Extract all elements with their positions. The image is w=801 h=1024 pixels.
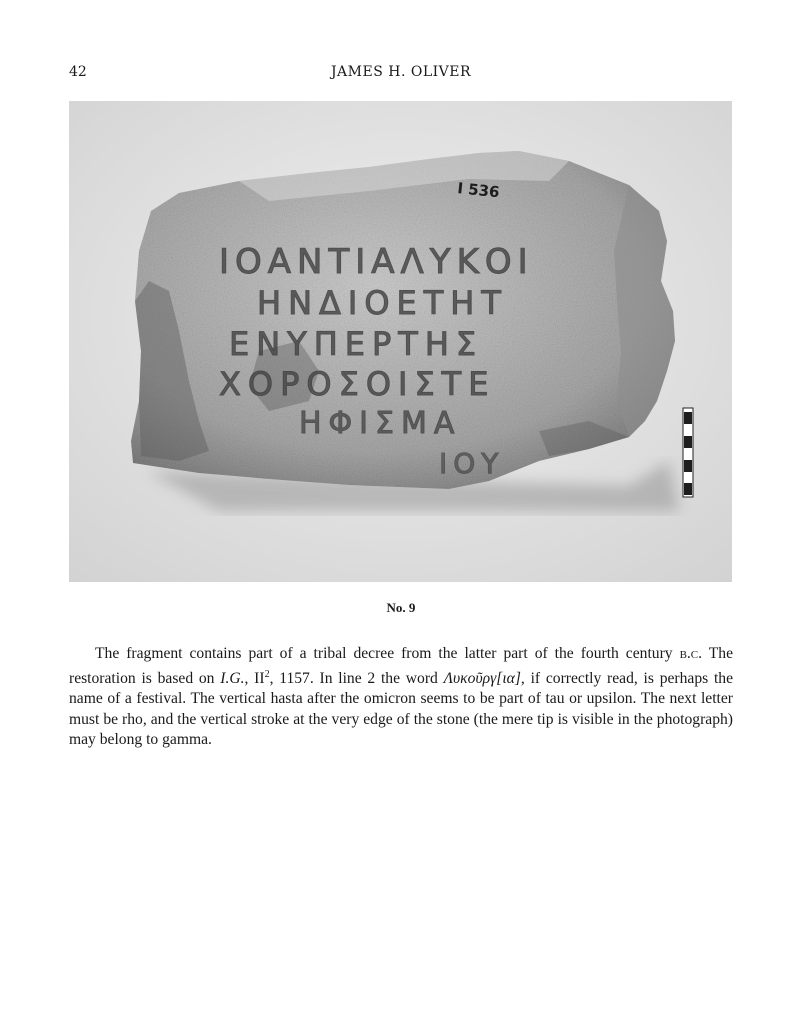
greek-word: Λυκοῦργ[ια] — [443, 669, 521, 687]
page-header — [69, 64, 733, 84]
body-text-3: In line 2 the word — [313, 669, 444, 687]
edition-superscript: 2 — [264, 668, 270, 680]
inscription-line-1: ΙΟΑΝΤΙΑΛΥΚΟΙ — [219, 242, 534, 282]
body-text-1: The fragment contains part of a tribal decree from the latter part of the fourth century — [95, 645, 680, 662]
inventory-mark: I 536 — [456, 179, 501, 202]
era-abbrev: b.c. — [679, 645, 703, 662]
running-head: JAMES H. OLIVER — [330, 64, 472, 80]
corpus-reference-volume: , II — [244, 669, 265, 687]
commentary-paragraph — [69, 644, 733, 751]
scale-bar — [683, 408, 693, 497]
figure-caption: No. 9 — [386, 600, 416, 615]
stone-fragment-photograph — [69, 101, 732, 582]
inscription-line-2: ΗΝΔΙΟΕΤΗΤ — [257, 284, 508, 322]
page-number: 42 — [69, 64, 87, 80]
inscription-number: , 1157. — [269, 669, 314, 687]
body-text-4: , if correctly read, is perhaps the name of a festival. The vertical hasta after the omicron seems to be part of tau or upsilon. The next letter must be rho, and the vertical stroke at the very edge of the stone (the mere tip is visible in the photograph) may belong to gamma. — [69, 669, 734, 749]
corpus-reference: I.G. — [220, 669, 245, 687]
inscription-line-3: ΕΝΥΠΕΡΤΗΣ — [229, 325, 484, 363]
inscription-line-4: ΧΟΡΟΣΟΙΣΤΕ — [219, 365, 496, 403]
inscription-line-6: ΙΟΥ — [439, 447, 505, 480]
body-text-2: The restoration is based on — [69, 645, 733, 687]
inscription-line-5: ΗΦΙΣΜΑ — [299, 406, 462, 441]
